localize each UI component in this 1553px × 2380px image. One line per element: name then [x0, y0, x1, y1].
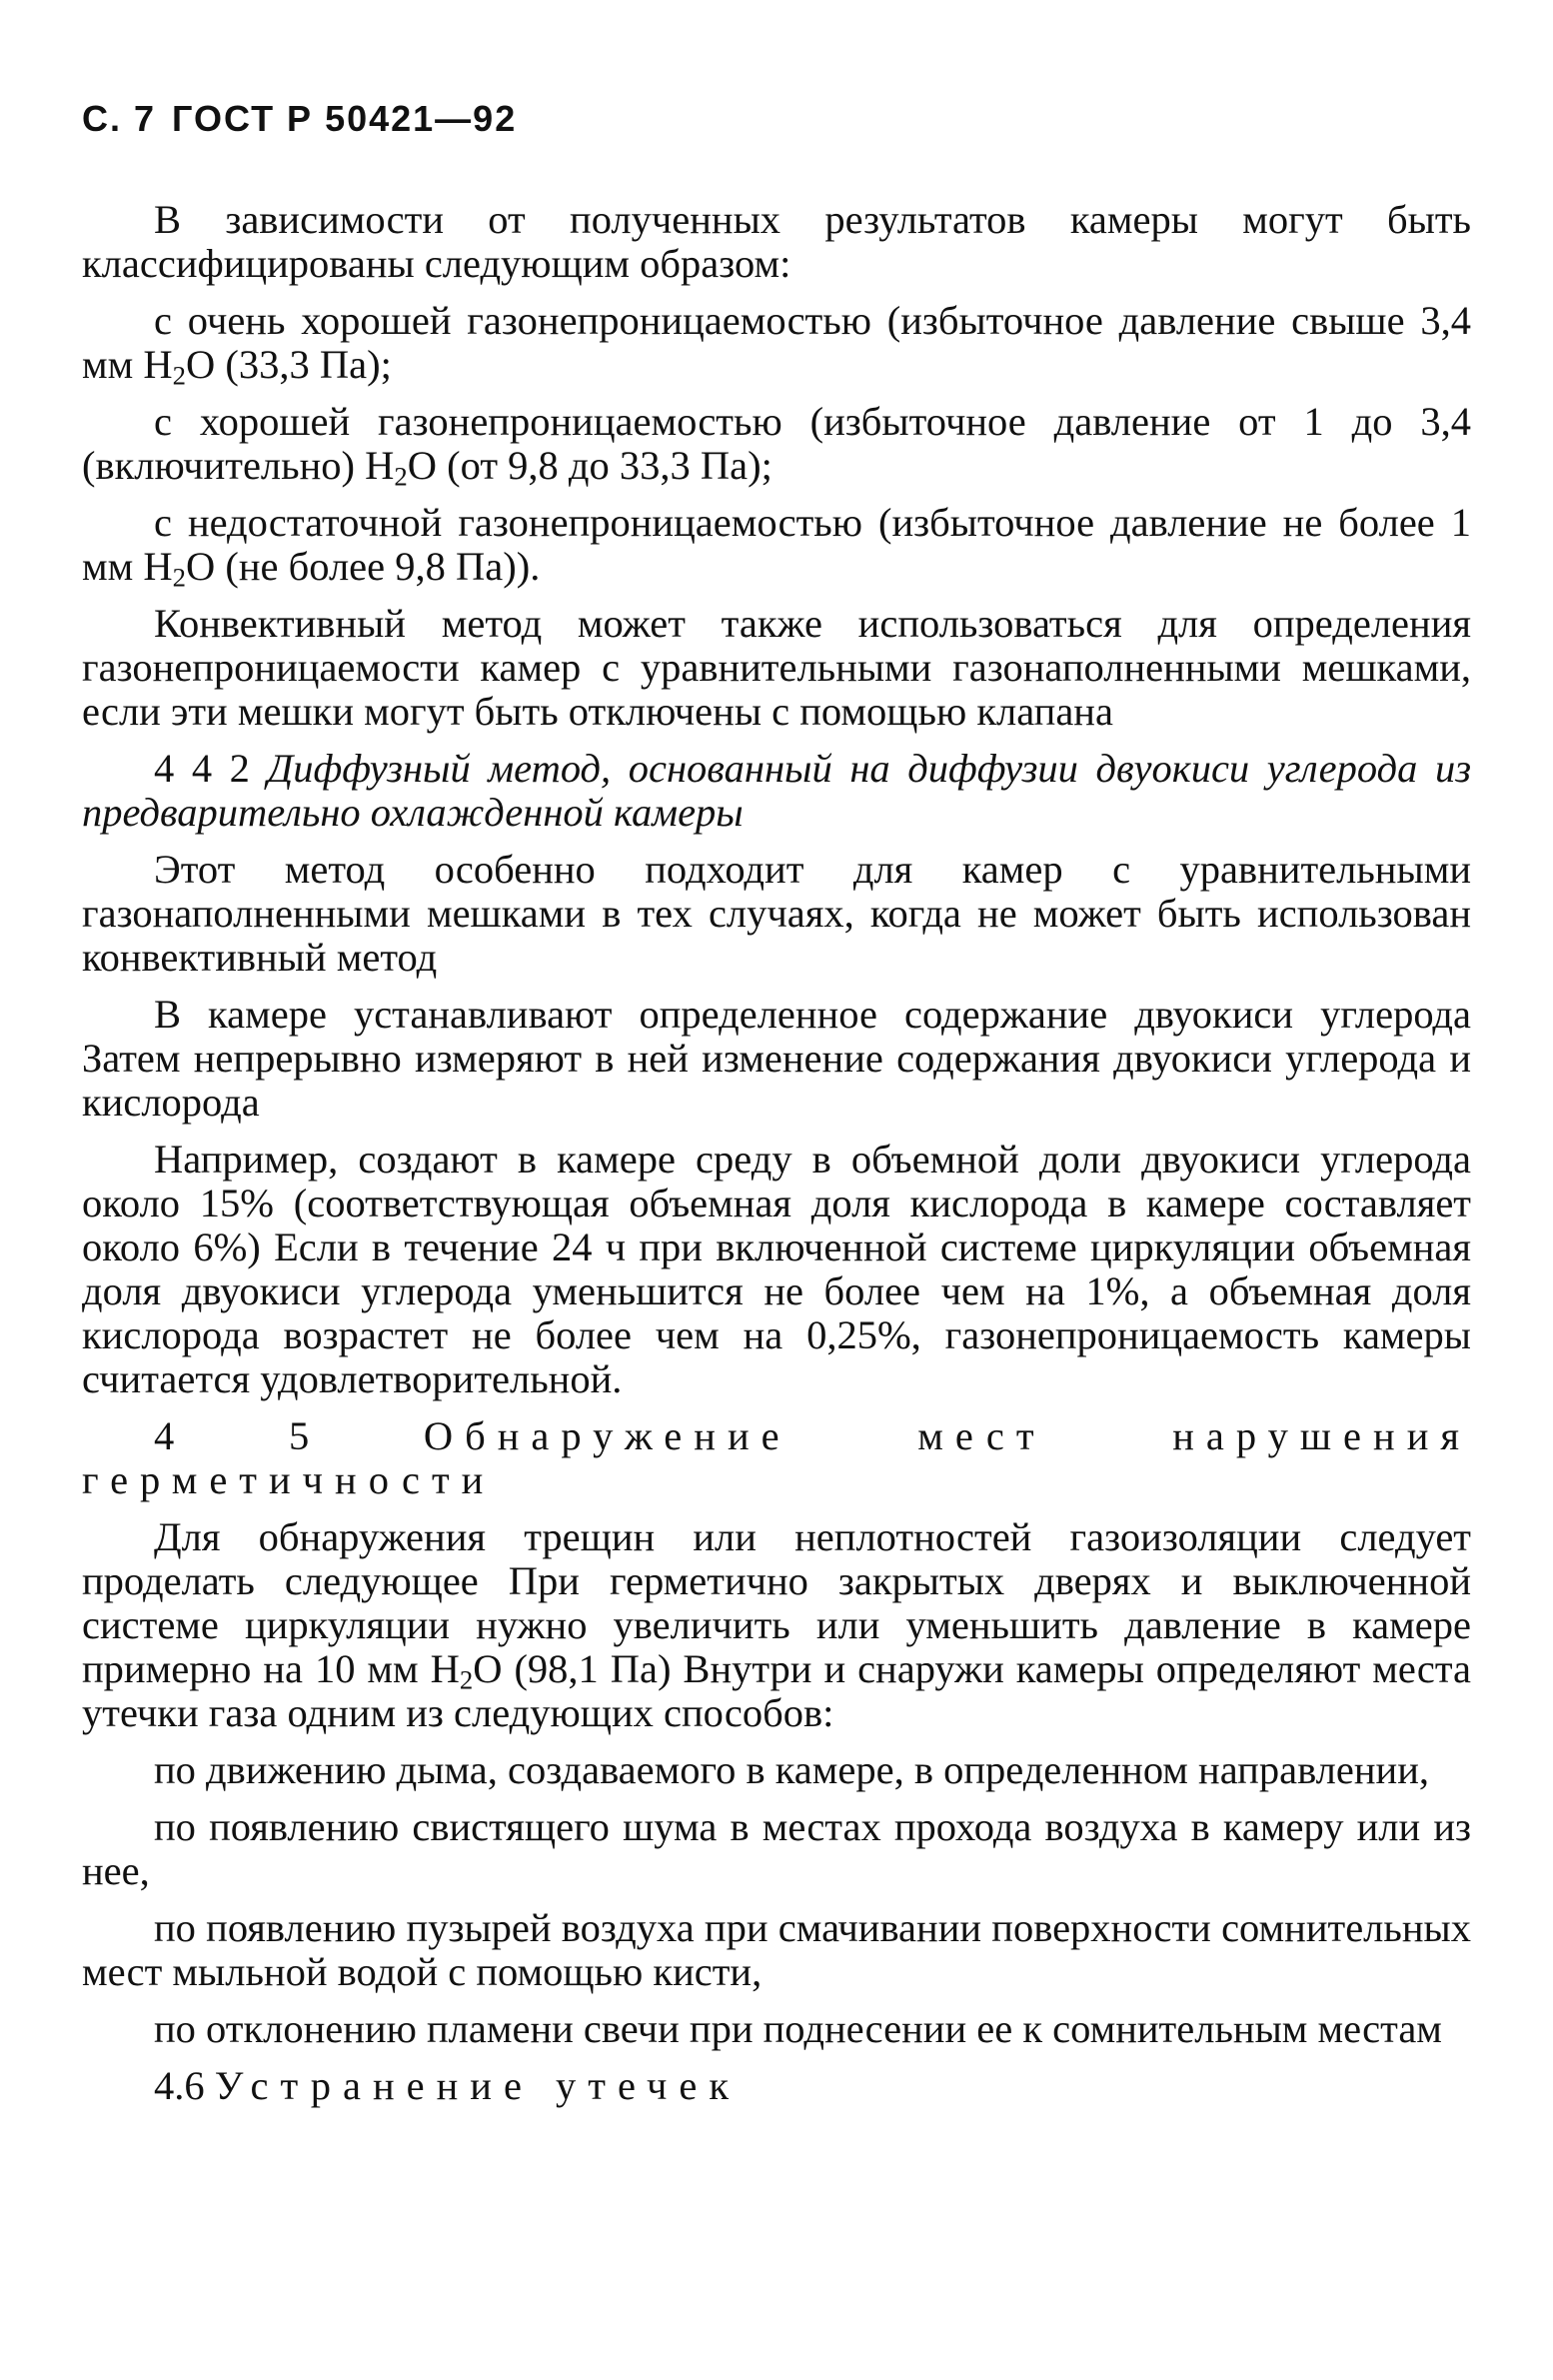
paragraph-convective-method: Конвективный метод может также использоваться для определения газонепроницаемости камер с уравнительными газонаполненными мешками, если эти мешки могут быть отключены с помощью клапана	[82, 601, 1471, 734]
page-header	[82, 98, 517, 140]
list-item-smoke: по движению дыма, создаваемого в камере, в определенном направлении,	[154, 1747, 1429, 1792]
paragraph-insufficient: с недостаточной газонепроницаемостью (избыточное давление не более 1 мм $H_2O$ (не более 9,8 Па)).	[82, 500, 1471, 593]
list-item-whistle: по появлению свистящего шума в местах прохода воздуха в камеру или из нее,	[82, 1804, 1471, 1893]
document-body	[82, 198, 1471, 2121]
paragraph-good: с хорошей газонепроницаемостью (избыточное давление от 1 до 3,4 (включительно) $H_2O$ (от 9,8 до 33,3 Па);	[82, 399, 1471, 492]
section-number: 4 4 2	[154, 746, 250, 791]
section-number: 4 5	[154, 1413, 310, 1458]
paragraph-co2-setup: В камере устанавливают определенное содержание двуокиси углерода Затем непрерывно измеряют в ней изменение содержания двуокиси углерода и кислорода	[82, 992, 1471, 1125]
page-number: С. 7	[82, 98, 157, 139]
section-4-6-heading	[82, 2064, 1471, 2108]
paragraph-classification-intro: В зависимости от полученных результатов камеры могут быть классифицированы следующим образом:	[82, 197, 1471, 286]
list-item-bubbles: по появлению пузырей воздуха при смачивании поверхности сомнительных мест мыльной водой с помощью кисти,	[82, 1905, 1471, 1994]
section-title: Устранение утечек	[214, 2063, 741, 2108]
paragraph-leak-detection: Для обнаружения трещин или неплотностей газоизоляции следует проделать следующее При герметично закрытых дверях и выключенной системе циркуляции нужно увеличить или уменьшить давление в камере примерно на 10 мм $H_2O$ (98,1 Па) Внутри и снаружи камеры определяют места утечки газа одним из следующих способов:	[82, 1514, 1471, 1735]
section-number: 4.6	[154, 2063, 205, 2108]
standard-designation: ГОСТ Р 50421—92	[172, 98, 518, 139]
paragraph-example: Например, создают в камере среду в объемной доли двуокиси углерода около 15% (соответствующая объемная доля кислорода в камере составляет около 6%) Если в течение 24 ч при включенной системе циркуляции объемная доля двуокиси углерода уменьшится не более чем на 1%, а объемная доля кислорода возрастет не более чем на 0,25%, газонепроницаемость камеры считается удовлетворительной.	[82, 1137, 1471, 1401]
section-title: Обнаружение мест нарушения герметичности	[82, 1413, 1472, 1502]
section-4-4-2-heading	[82, 747, 1471, 835]
paragraph-method-suitability: Этот метод особенно подходит для камер с уравнительными газонаполненными мешками в тех случаях, когда не может быть использован конвективный метод	[82, 847, 1471, 980]
list-item-candle: по отклонению пламени свечи при поднесении ее к сомнительным местам	[154, 2006, 1442, 2051]
section-title: Диффузный метод, основанный на диффузии двуокиси углерода из предварительно охлажденной камеры	[82, 746, 1471, 835]
paragraph-very-good: с очень хорошей газонепроницаемостью (избыточное давление свыше 3,4 мм $H_2O$ (33,3 Па);	[82, 298, 1471, 391]
section-4-5-heading	[82, 1414, 1471, 1502]
